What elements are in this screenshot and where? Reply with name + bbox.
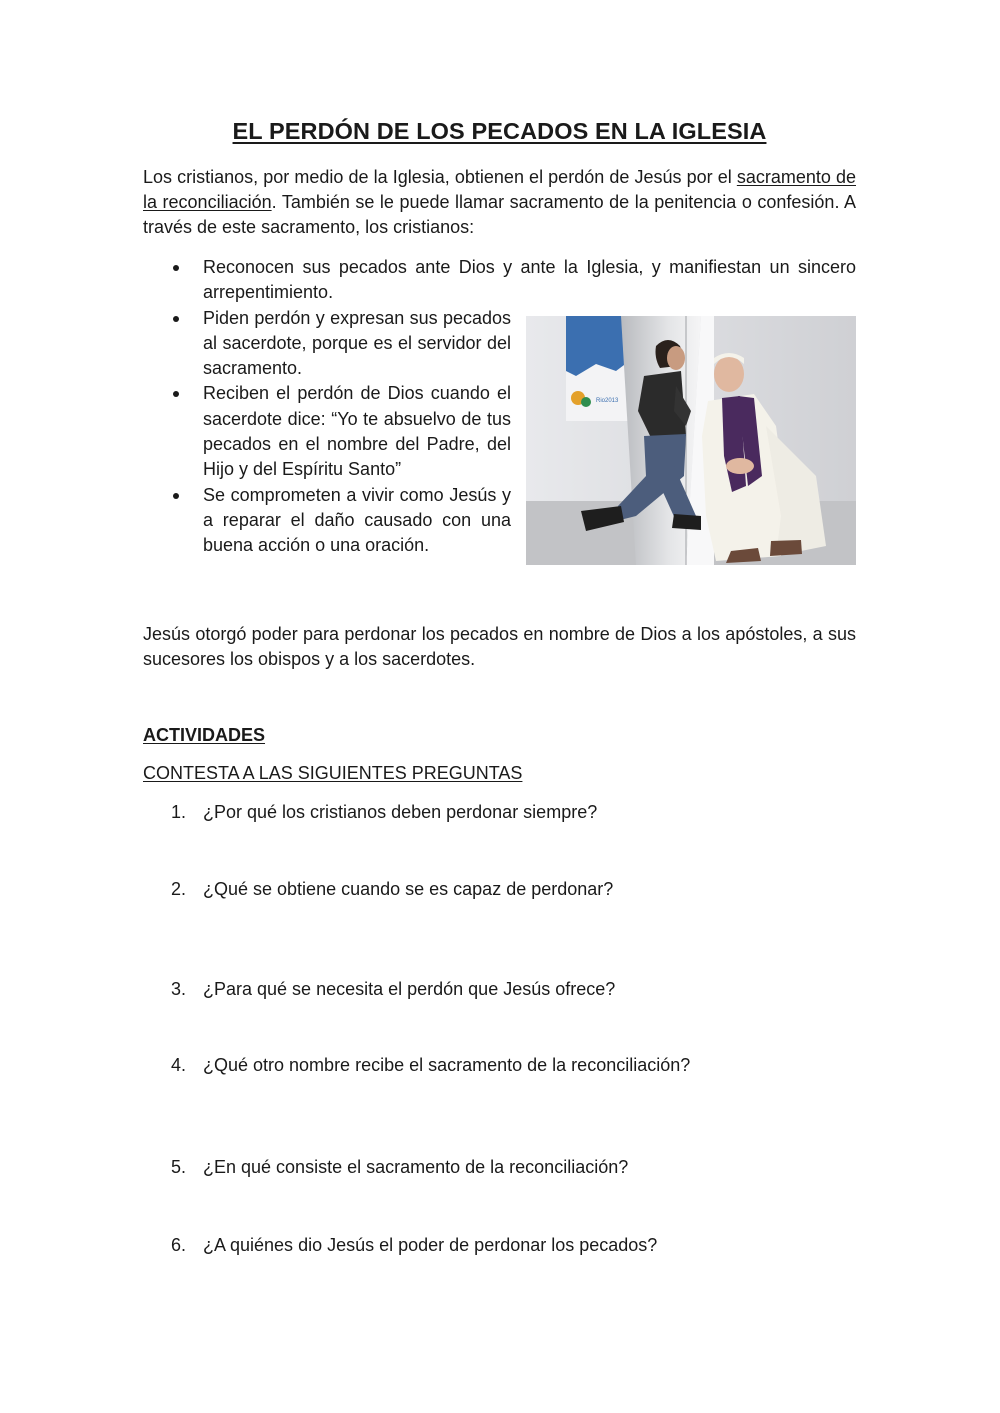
list-item-text: Reconocen sus pecados ante Dios y ante la Iglesia, y manifiestan un sincero arrepentimiento. — [203, 257, 856, 303]
activities-heading: ACTIVIDADES — [143, 725, 266, 745]
page-title: EL PERDÓN DE LOS PECADOS EN LA IGLESIA — [232, 118, 767, 144]
bullet-dot-icon — [173, 265, 179, 271]
question-text: ¿Qué se obtiene cuando se es capaz de perdonar? — [203, 879, 614, 899]
question-number: 2. — [171, 879, 187, 899]
confession-illustration — [526, 316, 856, 565]
question-text: ¿Por qué los cristianos deben perdonar siempre? — [203, 802, 598, 822]
question-number: 5. — [171, 1157, 187, 1177]
intro-text-2: . También se le puede llamar sacramento de la penitencia o confesión. A través de este sacramento, los cristianos: — [143, 192, 856, 237]
activities-subheading: CONTESTA A LAS SIGUIENTES PREGUNTAS — [143, 763, 523, 783]
list-item — [143, 381, 511, 482]
intro-text-1: Los cristianos, por medio de la Iglesia, obtienen el perdón de Jesús por el — [143, 167, 737, 187]
confession-photo — [526, 316, 856, 565]
question-number: 4. — [171, 1055, 187, 1075]
question-text: ¿En qué consiste el sacramento de la reconciliación? — [203, 1157, 629, 1177]
question-number: 3. — [171, 979, 187, 999]
question-text: ¿Qué otro nombre recibe el sacramento de la reconciliación? — [203, 1055, 691, 1075]
question-number: 1. — [171, 802, 187, 822]
list-item-text: Se comprometen a vivir como Jesús y a reparar el daño causado con una buena acción o una oración. — [203, 484, 511, 556]
list-item — [143, 483, 511, 559]
bullet-dot-icon — [173, 391, 179, 397]
question-number: 6. — [171, 1235, 187, 1255]
intro-paragraph — [143, 165, 856, 240]
question-text: ¿A quiénes dio Jesús el poder de perdonar los pecados? — [203, 1235, 658, 1255]
bullet-dot-icon — [173, 493, 179, 499]
list-item — [143, 255, 856, 306]
bullet-dot-icon — [173, 316, 179, 322]
question-text: ¿Para qué se necesita el perdón que Jesús ofrece? — [203, 979, 616, 999]
banner-text: Rio2013 — [596, 398, 619, 404]
list-item-text: Reciben el perdón de Dios cuando el sacerdote dice: “Yo te absuelvo de tus pecados en el nombre del Padre, del Hijo y del Espíritu Santo” — [203, 383, 511, 480]
list-item — [143, 306, 511, 382]
sacrament-term: sacramento de la reconciliación — [143, 167, 856, 212]
list-item-text: Piden perdón y expresan sus pecados al sacerdote, porque es el servidor del sacramento. — [203, 307, 511, 379]
closing-paragraph: Jesús otorgó poder para perdonar los pecados en nombre de Dios a los apóstoles, a sus sucesores los obispos y a los sacerdotes. — [143, 624, 856, 669]
